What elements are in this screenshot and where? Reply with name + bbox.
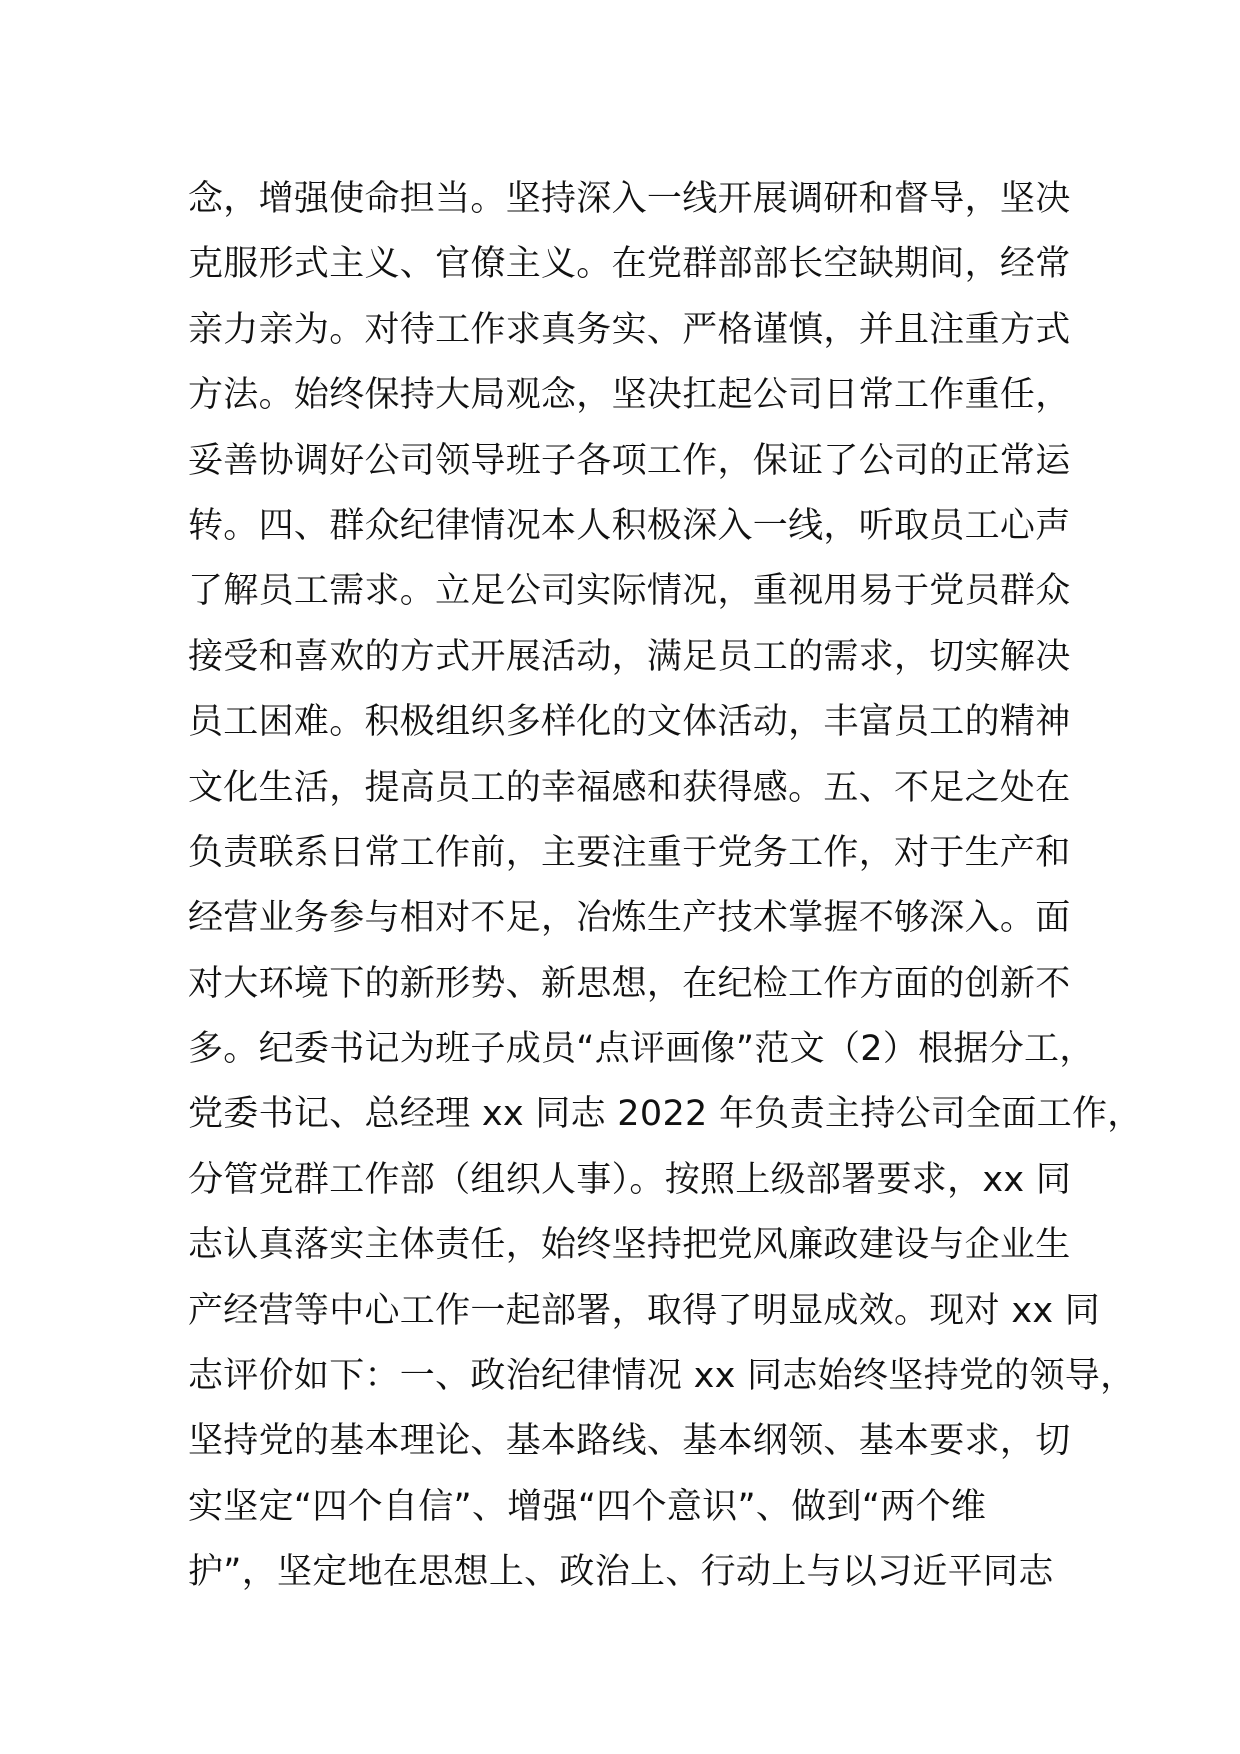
text-line: 志评价如下：一、政治纪律情况 xx 同志始终坚持党的领导，: [188, 1356, 1136, 1397]
text-line: 妥善协调好公司领导班子各项工作，保证了公司的正常运: [188, 440, 1071, 481]
text-line: 产经营等中心工作一起部署，取得了明显成效。现对 xx 同: [188, 1290, 1101, 1331]
body-text: [188, 172, 1143, 1611]
text-line: 分管党群工作部（组织人事）。按照上级部署要求，xx 同: [188, 1159, 1072, 1200]
text-line: 经营业务参与相对不足，冶炼生产技术掌握不够深入。面: [188, 898, 1071, 939]
text-line: 念，增强使命担当。坚持深入一线开展调研和督导，坚决: [188, 179, 1071, 219]
text-line: 亲力亲为。对待工作求真务实、严格谨慎，并且注重方式: [188, 309, 1071, 350]
text-line: 护”，坚定地在思想上、政治上、行动上与以习近平同志: [188, 1552, 1054, 1593]
text-line: 志认真落实主体责任，始终坚持把党风廉政建设与企业生: [188, 1225, 1071, 1266]
text-line: 党委书记、总经理 xx 同志 2022 年负责主持公司全面工作，: [188, 1094, 1143, 1135]
text-line: 实坚定“四个自信”、增强“四个意识”、做到“两个维: [188, 1486, 987, 1527]
text-line: 文化生活，提高员工的幸福感和获得感。五、不足之处在: [188, 767, 1071, 808]
text-line: 员工困难。积极组织多样化的文体活动，丰富员工的精神: [188, 702, 1071, 743]
text-line: 接受和喜欢的方式开展活动，满足员工的需求，切实解决: [188, 636, 1071, 677]
text-line: 对大环境下的新形势、新思想，在纪检工作方面的创新不: [188, 963, 1071, 1004]
text-line: 负责联系日常工作前，主要注重于党务工作，对于生产和: [188, 832, 1071, 873]
text-line: 多。纪委书记为班子成员“点评画像”范文（2）根据分工，: [188, 1029, 1095, 1070]
text-line: 克服形式主义、官僚主义。在党群部部长空缺期间，经常: [188, 244, 1071, 285]
text-line: 转。四、群众纪律情况本人积极深入一线，听取员工心声: [188, 505, 1071, 546]
text-line: 了解员工需求。立足公司实际情况，重视用易于党员群众: [188, 571, 1071, 612]
text-line: 方法。始终保持大局观念，坚决扛起公司日常工作重任，: [188, 375, 1071, 416]
text-line: 坚持党的基本理论、基本路线、基本纲领、基本要求，切: [188, 1421, 1071, 1462]
